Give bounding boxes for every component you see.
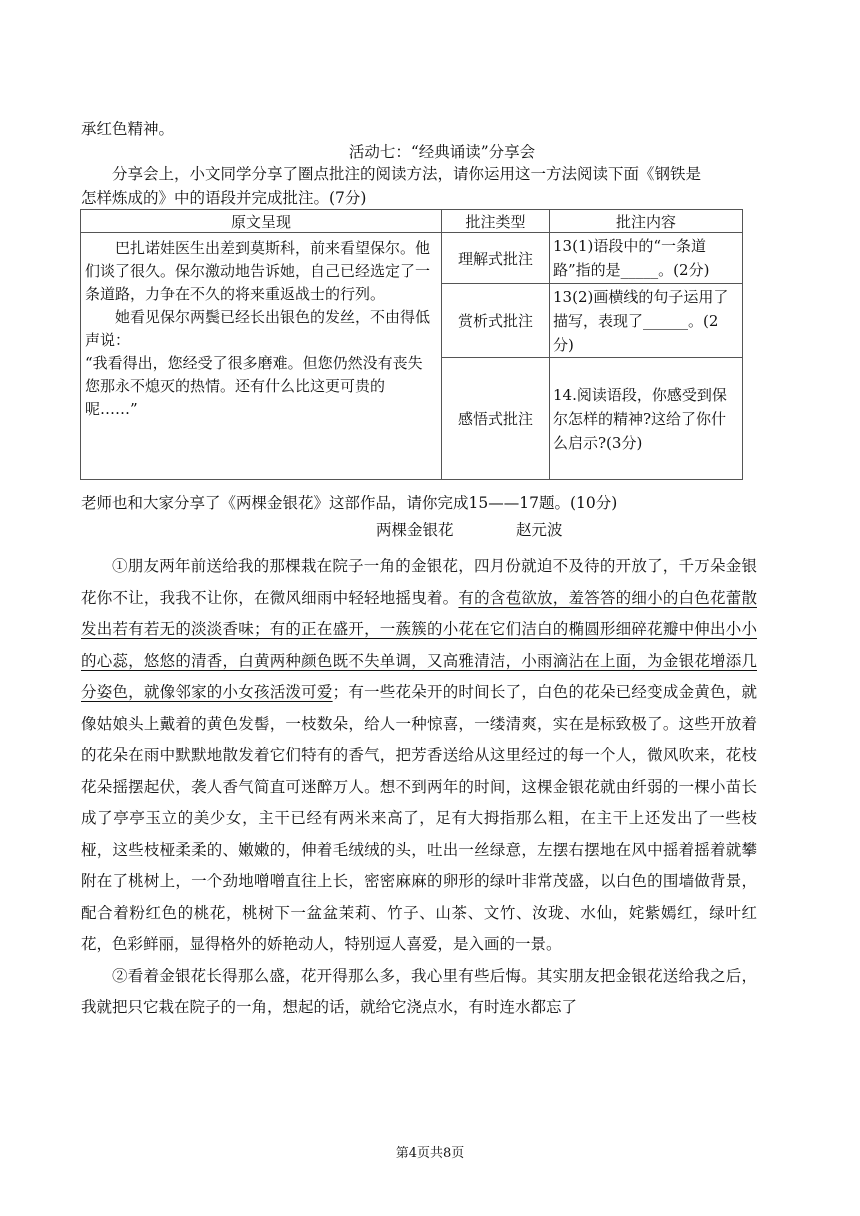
activity-instruction-line-1: 分享会上，小文同学分享了圈点批注的阅读方法，请你运用这一方法阅读下面《钢铁是 <box>112 165 702 183</box>
teacher-instruction: 老师也和大家分享了《两棵金银花》这部作品，请你完成15——17题。(10分) <box>81 494 618 512</box>
intro-line: 承红色精神。 <box>81 120 175 138</box>
original-paragraph-2: 她看见保尔两鬓已经长出银色的发丝，不由得低声说： <box>85 308 431 349</box>
annotation-content-cell: 14.阅读语段，你感受到保尔怎样的精神?这给了你什么启示?(3分) <box>550 358 743 480</box>
article-paragraph-1 <box>81 551 757 961</box>
table-row <box>81 233 743 284</box>
para1-underlined-sentence: 有的含苞欲放，羞答答的细小的白色花蕾散发出若有若无的淡淡香味；有的正在盛开，一蔟簇的小花在它们洁白的椭圆形细碎花瓣中伸出小小的心蕊，悠悠的清香，白黄两种颜色既不失单调，又高雅清洁，小雨滴沾在上面，为金银花增添几分姿色，就像邻家的小女孩活泼可爱 <box>81 588 757 701</box>
article-title: 两棵金银花 <box>376 521 454 539</box>
article-body <box>81 551 757 1024</box>
activity-instruction-line-2: 怎样炼成的》中的语段并完成批注。(7分) <box>81 189 367 207</box>
annotation-table <box>80 209 743 480</box>
original-paragraph-1: 巴扎诺娃医生出差到莫斯科，前来看望保尔。他们谈了很久。保尔激动地告诉她，自己已经选定了一条道路，力争在不久的将来重返战士的行列。 <box>85 239 431 303</box>
para1-rest: ；有一些花朵开的时间长了，白色的花朵已经变成金黄色，就像姑娘头上戴着的黄色发髻，一枝数朵，给人一种惊喜，一缕清爽，实在是标致极了。这些开放着的花朵在雨中默默地散发着它们特有的香气，把芳香送给从这里经过的每一个人，微风吹来，花枝花朵摇摆起伏，袭人香气简直可迷醉万人。想不到两年的时间，这棵金银花就由纤弱的一棵小苗长成了亭亭玉立的美少女，主干已经有两米来高了，足有大拇指那么粗，在主干上还发出了一些枝桠，这些枝桠柔柔的、嫩嫩的，伸着毛绒绒的头，吐出一丝绿意，左摆右摆地在风中摇着摇着就攀附在了桃树上，一个劲地噌噌直往上长，密密麻麻的卵形的绿叶非常茂盛，以白色的围墙做背景，配合着粉红色的桃花，桃树下一盆盆茉莉、竹子、山茶、文竹、汝珑、水仙，姹紫嫣红，绿叶红花，色彩鲜丽，显得格外的娇艳动人，特别逗人喜爱，是入画的一景。 <box>81 683 757 953</box>
original-paragraph-3: “我看得出，您经受了很多磨难。但您仍然没有丧失您那永不熄灭的热情。还有什么比这更可贵的呢……” <box>85 354 423 418</box>
header-original: 原文呈现 <box>81 210 442 233</box>
annotation-content-cell: 13(1)语段中的“一条道路”指的是_____。(2分) <box>550 233 743 284</box>
original-text-cell <box>81 233 442 480</box>
article-paragraph-2: ②看着金银花长得那么盛，花开得那么多，我心里有些后悔。其实朋友把金银花送给我之后，我就把只它栽在院子的一角，想起的话，就给它浇点水，有时连水都忘了 <box>81 966 757 1016</box>
article-author: 赵元波 <box>516 521 563 539</box>
header-type: 批注类型 <box>442 210 550 233</box>
header-content: 批注内容 <box>550 210 743 233</box>
annotation-type-cell: 感悟式批注 <box>442 358 550 480</box>
para1-start: ①朋友两年前送给我的那棵栽在院子一角的金银花，四月份就迫不及待的开放了，千万朵金银花你不让，我我不让你，在微风细雨中轻轻地摇曳着。 <box>81 557 757 607</box>
table-header-row <box>81 210 743 233</box>
activity-title: 活动七：“经典诵读”分享会 <box>348 143 536 161</box>
annotation-type-cell: 赏析式批注 <box>442 284 550 358</box>
page-footer: 第4页共8页 <box>395 1146 465 1161</box>
annotation-content-cell: 13(2)画横线的句子运用了描写，表现了______。(2分) <box>550 284 743 358</box>
annotation-type-cell: 理解式批注 <box>442 233 550 284</box>
